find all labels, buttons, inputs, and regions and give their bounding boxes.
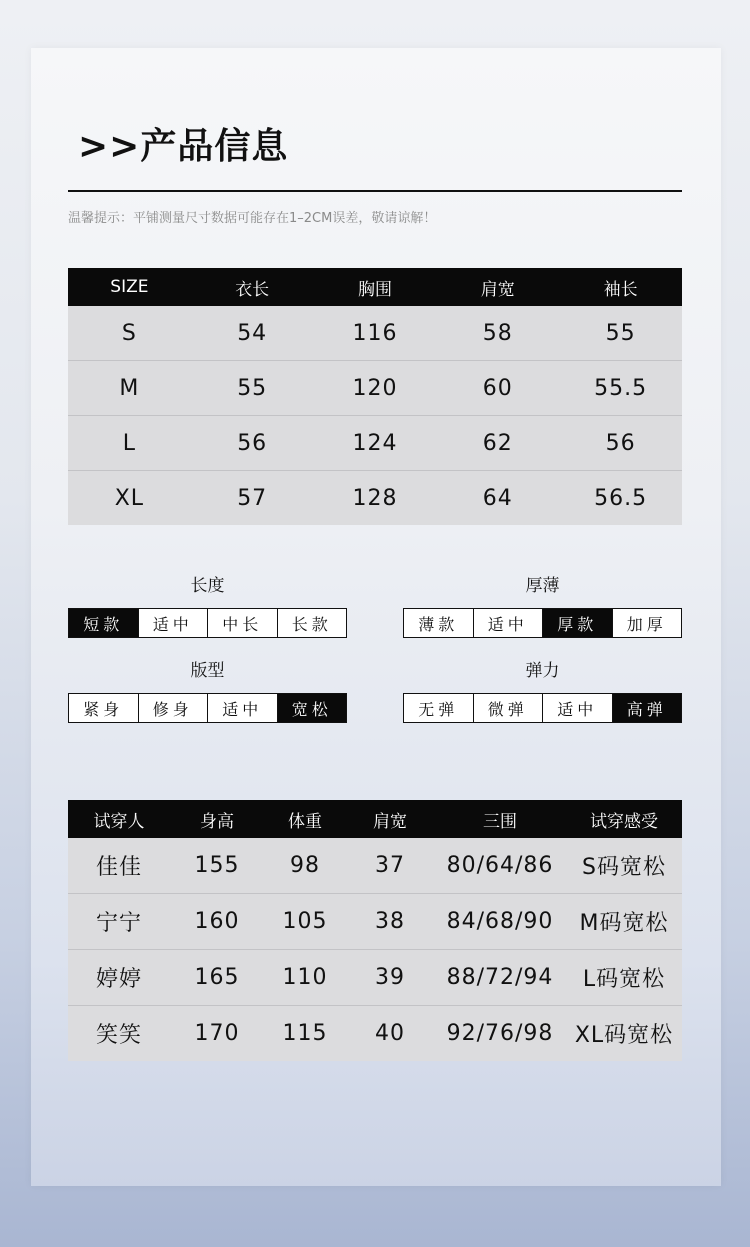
table-row [68,306,682,361]
table-cell: 56.5 [559,471,682,526]
table-cell: 115 [264,1006,346,1062]
fit-option: 适中 [207,693,278,723]
table-cell: 39 [346,950,434,1006]
table-cell: 160 [170,894,264,950]
fit-option: 修身 [138,693,209,723]
table-cell: M [68,361,191,416]
table-cell: 56 [191,416,314,471]
thickness-label: 厚薄 [525,576,560,596]
size-table-header: 袖长 [559,268,682,306]
table-cell: XL [68,471,191,526]
length-option: 短款 [68,608,139,638]
size-table-header: 衣长 [191,268,314,306]
size-table-header: SIZE [68,268,191,306]
table-cell: 92/76/98 [434,1006,566,1062]
thickness-option: 适中 [473,608,544,638]
tryon-table-header: 试穿感受 [566,800,682,838]
tryon-table-header: 身高 [170,800,264,838]
table-cell: 128 [314,471,437,526]
table-row [68,471,682,526]
table-cell: 55 [559,306,682,361]
fit-option: 紧身 [68,693,139,723]
table-cell: S码宽松 [566,838,682,894]
elasticity-selector [403,693,682,723]
table-cell: L码宽松 [566,950,682,1006]
table-row [68,416,682,471]
table-row [68,838,682,894]
table-cell: 宁宁 [68,894,170,950]
fit-selector [68,693,347,723]
table-cell: 80/64/86 [434,838,566,894]
length-option: 中长 [207,608,278,638]
tryon-table-header: 试穿人 [68,800,170,838]
table-cell: 88/72/94 [434,950,566,1006]
table-cell: 155 [170,838,264,894]
table-cell: 婷婷 [68,950,170,1006]
elasticity-option: 适中 [542,693,613,723]
elasticity-option: 高弹 [612,693,683,723]
table-row [68,894,682,950]
tryon-table-header: 体重 [264,800,346,838]
table-cell: 120 [314,361,437,416]
table-cell: 165 [170,950,264,1006]
measurement-tip: 温馨提示：平铺测量尺寸数据可能存在1–2CM误差，敬请谅解！ [68,211,437,226]
thickness-selector [403,608,682,638]
table-cell: 56 [559,416,682,471]
length-selector [68,608,347,638]
elasticity-label: 弹力 [525,661,560,681]
table-cell: 116 [314,306,437,361]
tryon-table [68,800,682,1061]
thickness-option: 厚款 [542,608,613,638]
thickness-option: 加厚 [612,608,683,638]
thickness-option: 薄款 [403,608,474,638]
length-label: 长度 [190,576,225,596]
table-cell: 笑笑 [68,1006,170,1062]
table-cell: 84/68/90 [434,894,566,950]
table-cell: S [68,306,191,361]
table-cell: 58 [436,306,559,361]
page-title: >>产品信息 [78,126,289,167]
title-divider [68,190,682,192]
table-cell: 62 [436,416,559,471]
table-cell: 64 [436,471,559,526]
fit-option: 宽松 [277,693,348,723]
table-cell: 55 [191,361,314,416]
table-cell: 98 [264,838,346,894]
tryon-table-header-row [68,800,682,838]
table-row [68,950,682,1006]
table-row [68,361,682,416]
length-option: 适中 [138,608,209,638]
size-table-header: 肩宽 [436,268,559,306]
length-option: 长款 [277,608,348,638]
table-cell: 55.5 [559,361,682,416]
table-cell: XL码宽松 [566,1006,682,1062]
table-cell: 37 [346,838,434,894]
tryon-table-header: 三围 [434,800,566,838]
elasticity-option: 无弹 [403,693,474,723]
table-cell: L [68,416,191,471]
table-cell: 170 [170,1006,264,1062]
size-table-header-row [68,268,682,306]
size-table-header: 胸围 [314,268,437,306]
tryon-table-header: 肩宽 [346,800,434,838]
table-cell: M码宽松 [566,894,682,950]
table-cell: 57 [191,471,314,526]
table-cell: 105 [264,894,346,950]
table-cell: 110 [264,950,346,1006]
fit-label: 版型 [190,661,225,681]
table-cell: 60 [436,361,559,416]
table-cell: 佳佳 [68,838,170,894]
size-table [68,268,682,525]
table-cell: 40 [346,1006,434,1062]
table-row [68,1006,682,1062]
elasticity-option: 微弹 [473,693,544,723]
table-cell: 38 [346,894,434,950]
table-cell: 124 [314,416,437,471]
table-cell: 54 [191,306,314,361]
